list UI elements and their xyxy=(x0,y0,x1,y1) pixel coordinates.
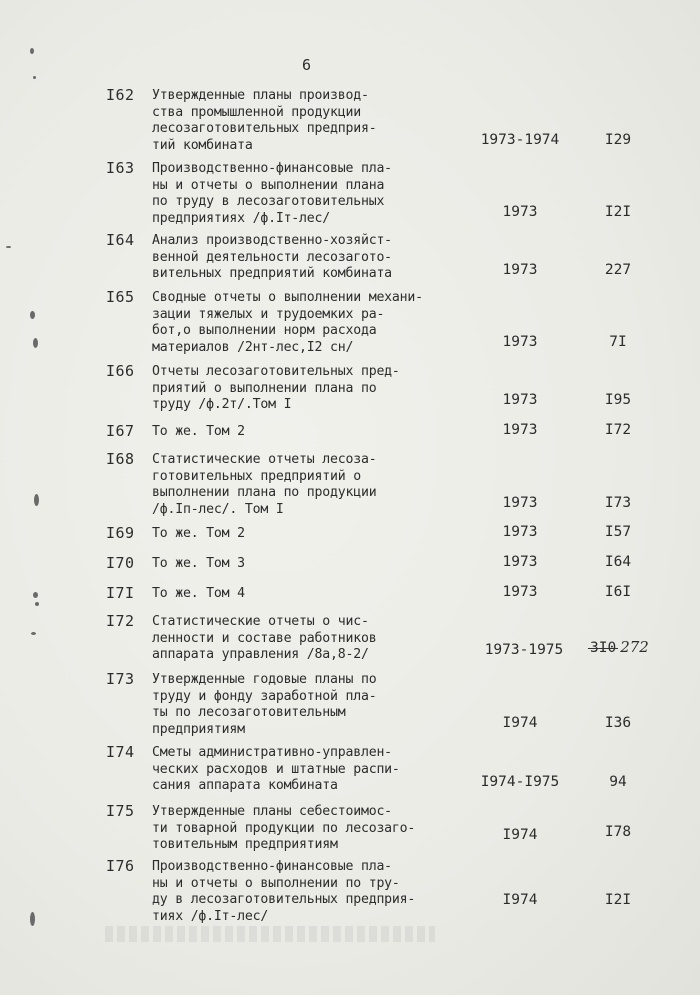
entry-years: I974-I975 xyxy=(480,774,560,790)
entry-sheets xyxy=(590,638,680,656)
entry-sheets: I6I xyxy=(604,584,632,600)
entry-years: 1973-1974 xyxy=(480,132,560,148)
entry-years: 1973 xyxy=(502,495,538,511)
entry-sheets: I2I xyxy=(604,892,632,908)
entry-number: I74 xyxy=(106,743,135,761)
entry-title: Сметы административно-управлен- ческих расходов и штатные распи- сания аппарата комбината xyxy=(152,745,400,793)
entry-years: I974 xyxy=(502,827,538,843)
entry-number: I64 xyxy=(106,231,135,249)
entry-number: I7I xyxy=(106,584,135,602)
entry-years: I974 xyxy=(502,892,538,908)
scan-mark xyxy=(6,246,11,248)
entry-sheets: I57 xyxy=(604,524,632,540)
entry-sheets: I29 xyxy=(604,132,632,148)
entry-title: Утвержденные планы производ- ства промышленной продукции лесозаготовительных предприя- тий комбината xyxy=(152,88,377,153)
entry-sheets: I64 xyxy=(604,554,632,570)
entry-title: Отчеты лесозаготовительных пред- приятий о выполнении плана по труду /ф.2т/.Том I xyxy=(152,364,400,412)
entry-years: 1973 xyxy=(502,334,538,350)
struck-sheet-count: 3I0 xyxy=(590,640,617,656)
entry-number: I76 xyxy=(106,857,135,875)
scan-mark xyxy=(35,602,39,606)
entry-number: I69 xyxy=(106,524,135,542)
entry-title: Утвержденные годовые планы по труду и фонду заработной пла- ты по лесозаготовительным предприятиям xyxy=(152,672,377,737)
entry-title: Сводные отчеты о выполнении механи- зации тяжелых и трудоемких ра- бот,о выполнении норм расхода материалов /2нт-лес,I2 сн/ xyxy=(152,290,423,355)
entry-number: I67 xyxy=(106,422,135,440)
entry-sheets: I95 xyxy=(604,392,632,408)
entry-number: I73 xyxy=(106,670,135,688)
entry-title: Утвержденные планы себестоимос- ти товарной продукции по лесозаго- товительным предприятиям xyxy=(152,804,416,852)
scan-mark xyxy=(33,592,38,598)
faint-bleedthrough xyxy=(105,926,435,942)
entry-number: I62 xyxy=(106,86,135,104)
scan-mark xyxy=(34,494,39,506)
entry-years: I974 xyxy=(502,715,538,731)
entry-sheets: 94 xyxy=(609,774,627,790)
entry-number: I66 xyxy=(106,362,135,380)
entry-years: 1973 xyxy=(502,524,538,540)
entry-number: I72 xyxy=(106,612,135,630)
scan-mark xyxy=(33,338,38,348)
entry-title: То же. Том 3 xyxy=(152,556,245,571)
entry-title: Статистические отчеты о чис- ленности и составе работников аппарата управления /8а,8-2/ xyxy=(152,614,377,662)
entry-sheets: 7I xyxy=(609,334,627,350)
entry-sheets: I73 xyxy=(604,495,632,511)
entry-number: I65 xyxy=(106,288,135,306)
entry-title: Производственно-финансовые пла- ны и отчеты о выполнении плана по труду в лесозаготовительных предприятиях /ф.Iт-лес/ xyxy=(152,161,392,226)
entry-number: I63 xyxy=(106,159,135,177)
entry-years: 1973 xyxy=(502,422,538,438)
entry-sheets: I72 xyxy=(604,422,632,438)
page-number: 6 xyxy=(302,56,312,74)
scan-mark xyxy=(31,632,36,635)
entry-number: I70 xyxy=(106,554,135,572)
entry-sheets: 227 xyxy=(604,262,632,278)
scan-mark xyxy=(33,76,36,79)
entry-number: I75 xyxy=(106,802,135,820)
entry-sheets: I78 xyxy=(604,824,632,840)
handwritten-sheet-count: 272 xyxy=(620,638,649,656)
scan-mark xyxy=(30,912,35,926)
entry-years: 1973 xyxy=(502,554,538,570)
entry-title: Статистические отчеты лесоза- готовительных предприятий о выполнении плана по продукции /ф.Iп-лес/. Том I xyxy=(152,452,377,517)
entry-sheets: I2I xyxy=(604,204,632,220)
entry-number: I68 xyxy=(106,450,135,468)
entry-title: Анализ производственно-хозяйст- венной деятельности лесозаготo- вительных предприятий комбината xyxy=(152,233,392,281)
entry-years: 1973-1975 xyxy=(484,642,564,658)
entry-years: 1973 xyxy=(502,392,538,408)
entry-sheets: I36 xyxy=(604,715,632,731)
entry-title: То же. Том 2 xyxy=(152,526,245,541)
entry-title: То же. Том 4 xyxy=(152,586,245,601)
scan-mark xyxy=(30,48,34,54)
entry-title: То же. Том 2 xyxy=(152,424,245,439)
entry-years: 1973 xyxy=(502,204,538,220)
scan-mark xyxy=(30,311,35,319)
entry-years: 1973 xyxy=(502,584,538,600)
entry-title: Производственно-финансовые пла- ны и отчеты о выполнении по тру- ду в лесозаготовительных предприя- тиях /ф.Iт-лес/ xyxy=(152,859,416,924)
entry-years: 1973 xyxy=(502,262,538,278)
